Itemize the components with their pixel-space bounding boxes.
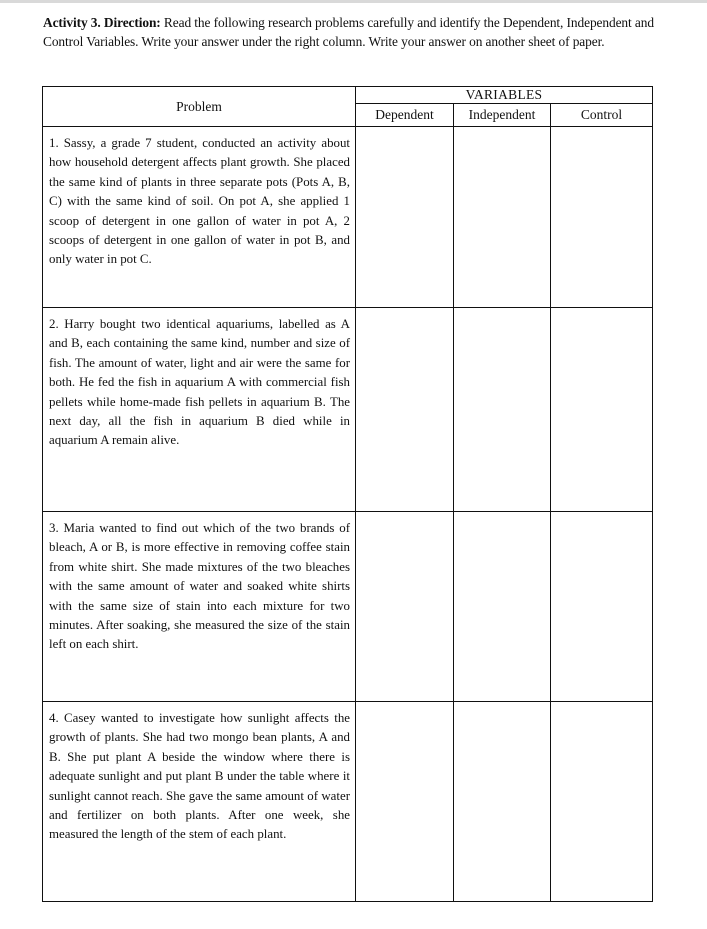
direction-label: Direction: [103,15,161,30]
dependent-header: Dependent [356,103,454,126]
activity-number: Activity 3. [43,15,101,30]
top-rule [0,0,707,3]
table-row [43,512,653,702]
control-answer-cell [551,127,653,308]
control-answer-cell [551,702,653,902]
independent-answer-cell [454,127,551,308]
independent-answer-cell [454,702,551,902]
dependent-answer-cell [356,512,454,702]
control-header: Control [551,103,653,126]
table-row [43,702,653,902]
dependent-answer-cell [356,127,454,308]
independent-header: Independent [454,103,551,126]
problem-4: 4. Casey wanted to investigate how sunlight affects the growth of plants. She had two mongo bean plants, A and B. She put plant A beside the window where there is adequate sunlight and put plant B under the table where it sunlight cannot reach. She gave the same amount of water and fertilizer on both plants. After one week, she measured the length of the stem of each plant. [43,702,356,902]
dependent-answer-cell [356,308,454,512]
variables-table [42,86,653,902]
dependent-answer-cell [356,702,454,902]
problem-2: 2. Harry bought two identical aquariums, labelled as A and B, each containing the same kind, number and size of fish. The amount of water, light and air were the same for both. He fed the fish in aquarium A with commercial fish pellets while home-made fish pellets in aquarium B. The next day, all the fish in aquarium B died while in aquarium A remain alive. [43,308,356,512]
control-answer-cell [551,308,653,512]
instructions [43,14,683,51]
problem-3: 3. Maria wanted to find out which of the two brands of bleach, A or B, is more effective in removing coffee stain from white shirt. She made mixtures of the two bleaches with the same amount of water and soaked white shirts with the same size of stain into each mixture for two minutes. After soaking, she measured the size of the stain left on each shirt. [43,512,356,702]
table-row [43,308,653,512]
control-answer-cell [551,512,653,702]
independent-answer-cell [454,512,551,702]
independent-answer-cell [454,308,551,512]
problem-1: 1. Sassy, a grade 7 student, conducted an activity about how household detergent affects plant growth. She placed the same kind of plants in three separate pots (Pots A, B, C) with the same kind of soil. On pot A, she applied 1 scoop of detergent in one gallon of water in pot A, 2 scoops of detergent in one gallon of water in pot B, and only water in pot C. [43,127,356,308]
problem-header: Problem [43,87,356,127]
table-row [43,127,653,308]
variables-header: VARIABLES [356,87,653,104]
direction-text: Read the following research problems carefully and identify the Dependent, Independent and Control Variables. Write your answer under the right column. Write your answer on another sheet of paper. [43,15,654,49]
